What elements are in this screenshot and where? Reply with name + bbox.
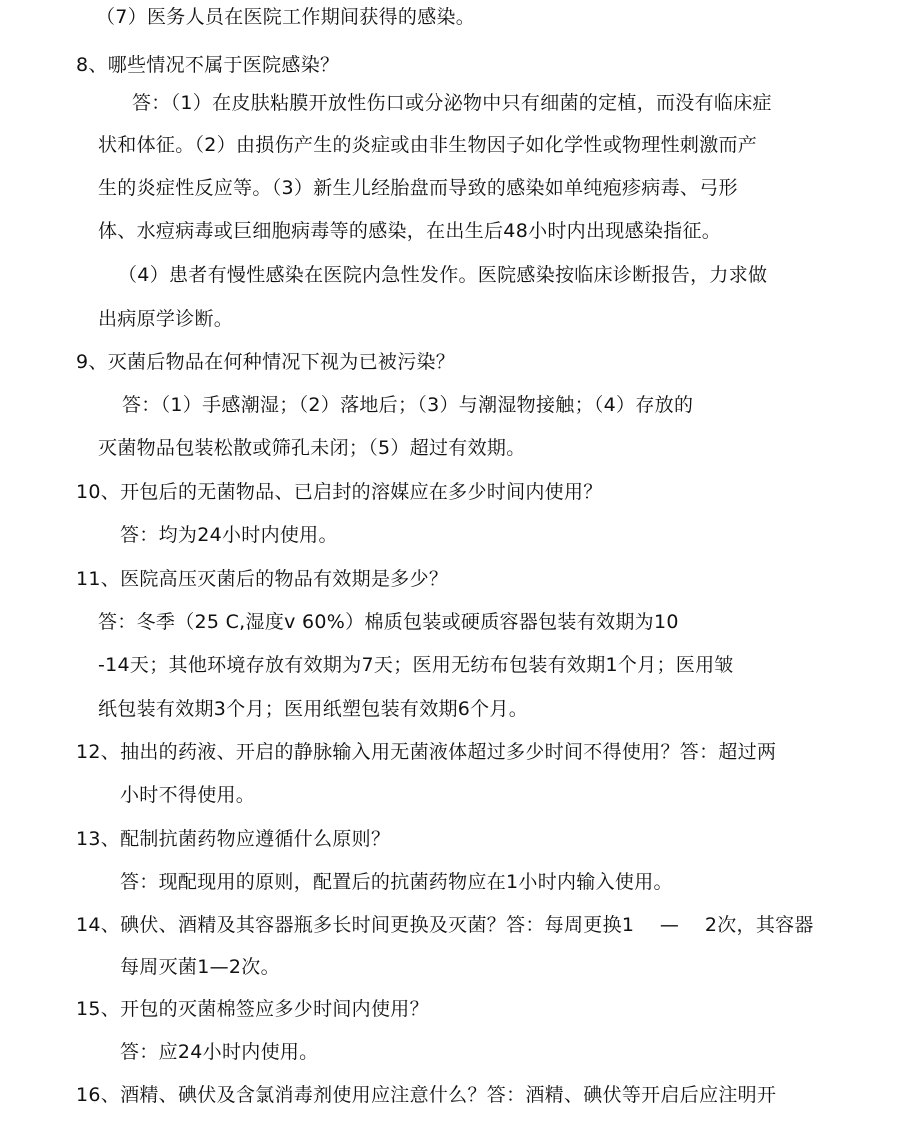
answer-line: （4）患者有慢性感染在医院内急性发作。医院感染按临床诊断报告，力求做	[118, 264, 768, 286]
text-line: （7）医务人员在医院工作期间获得的感染。	[96, 6, 476, 28]
question-heading: 14、碘伏、酒精及其容器瓶多长时间更换及灭菌？答：每周更换1 — 2次，其容器	[76, 914, 814, 936]
answer-line: 体、水痘病毒或巨细胞病毒等的感染，在出生后48小时内出现感染指征。	[98, 220, 722, 242]
answer-line: 答：现配现用的原则，配置后的抗菌药物应在1小时内输入使用。	[120, 871, 673, 893]
answer-line: 答：冬季（25 C,湿度v 60%）棉质包装或硬质容器包装有效期为10	[98, 611, 679, 633]
question-heading: 12、抽出的药液、开启的静脉输入用无菌液体超过多少时间不得使用？答：超过两	[76, 741, 777, 763]
answer-line: 答：（1）手感潮湿；（2）落地后；（3）与潮湿物接触；（4）存放的	[122, 394, 694, 416]
question-heading: 11、医院高压灭菌后的物品有效期是多少？	[76, 568, 449, 590]
answer-line: 纸包装有效期3个月；医用纸塑包装有效期6个月。	[98, 698, 529, 720]
answer-line: 每周灭菌1—2次。	[120, 956, 280, 978]
question-heading: 15、开包的灭菌棉签应多少时间内使用？	[76, 998, 429, 1020]
question-heading: 13、配制抗菌药物应遵循什么原则？	[76, 828, 391, 850]
answer-line: 灭菌物品包装松散或筛孔未闭；（5）超过有效期。	[98, 437, 526, 459]
answer-line: 答：（1）在皮肤粘膜开放性伤口或分泌物中只有细菌的定植，而没有临床症	[132, 92, 772, 114]
answer-line: -14天；其他环境存放有效期为7天；医用无纺布包装有效期1个月；医用皱	[98, 654, 734, 676]
question-heading: 10、开包后的无菌物品、已启封的溶媒应在多少时间内使用？	[76, 481, 603, 503]
answer-line: 答：应24小时内使用。	[120, 1041, 319, 1063]
question-heading: 9、灭菌后物品在何种情况下视为已被污染？	[76, 351, 456, 373]
answer-line: 状和体征。（2）由损伤产生的炎症或由非生物因子如化学性或物理性刺激而产	[98, 134, 758, 156]
question-heading: 8、哪些情况不属于医院感染？	[76, 54, 340, 76]
answer-line: 出病原学诊断。	[98, 308, 234, 330]
answer-line: 小时不得使用。	[120, 784, 256, 806]
question-heading: 16、酒精、碘伏及含氯消毒剂使用应注意什么？答：酒精、碘伏等开启后应注明开	[76, 1084, 777, 1106]
answer-line: 答：均为24小时内使用。	[120, 524, 338, 546]
answer-line: 生的炎症性反应等。（3）新生儿经胎盘而导致的感染如单纯疱疹病毒、弓形	[98, 177, 738, 199]
